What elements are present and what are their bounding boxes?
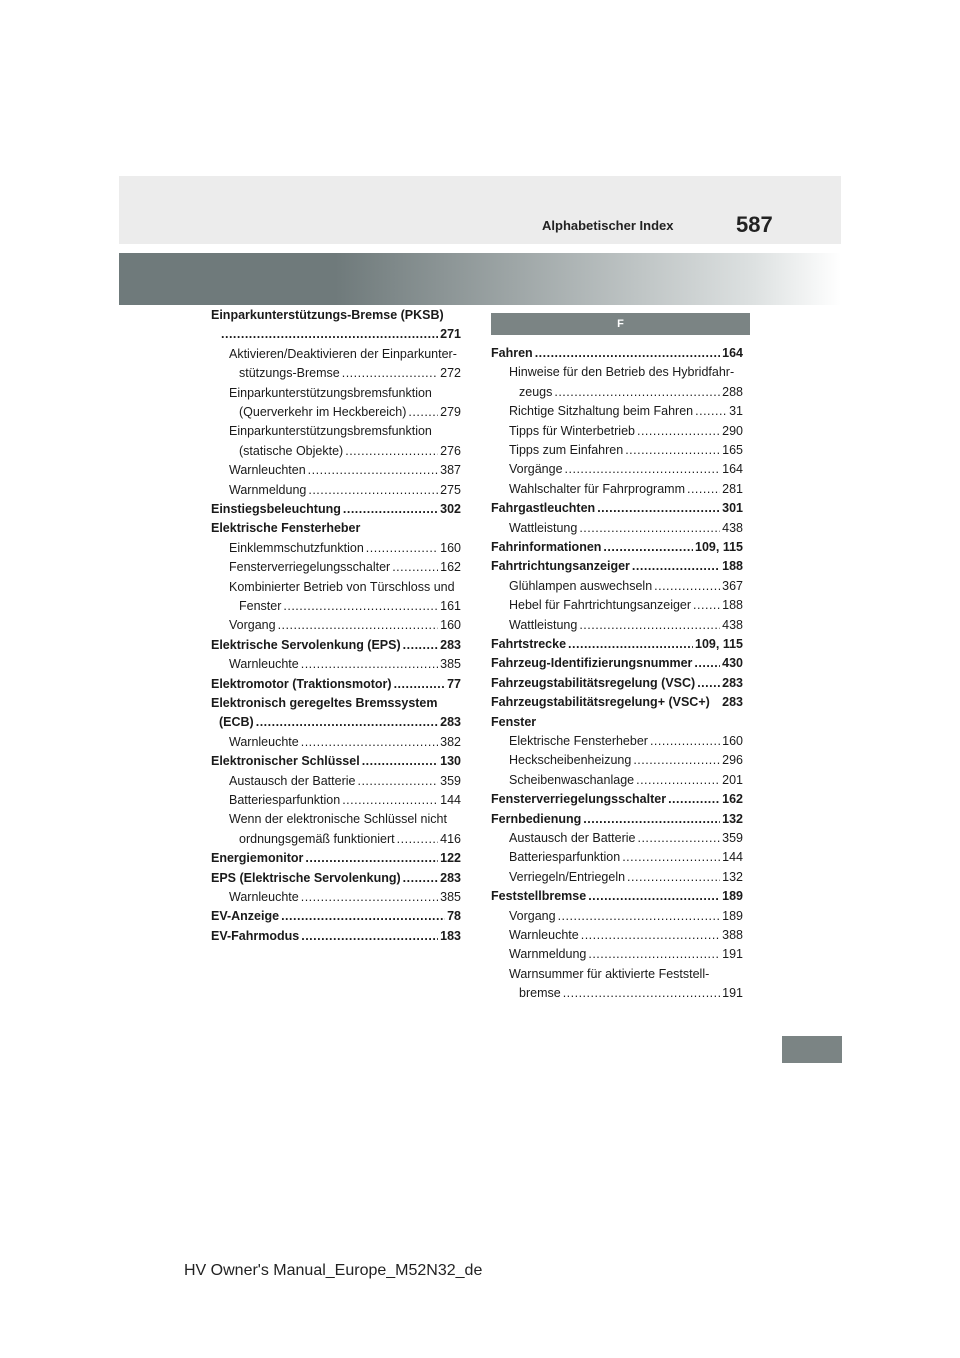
section-letter-header: F xyxy=(491,313,750,335)
index-entry-text: Fahrtstrecke xyxy=(491,637,567,651)
dot-leader xyxy=(687,480,720,499)
index-entry-text: Elektronisch geregeltes Bremssystem xyxy=(211,696,438,710)
index-entry-page: 188 xyxy=(722,559,743,574)
index-entry xyxy=(491,402,743,421)
index-entry xyxy=(211,364,461,383)
index-entry-text: Fahrinformationen xyxy=(491,540,602,554)
dot-leader xyxy=(342,791,438,810)
index-entry-text: Einklemmschutzfunktion xyxy=(229,540,364,555)
index-entry xyxy=(211,578,461,597)
index-entry-text: Vorgang xyxy=(509,908,556,923)
index-entry xyxy=(211,927,461,946)
index-entry-text: ordnungsgemäß funktioniert xyxy=(239,831,395,846)
index-entry-page: 188 xyxy=(722,598,743,613)
index-entry-text: Einparkunterstützungs-Bremse (PKSB) xyxy=(211,308,444,322)
index-entry-text: Feststellbremse xyxy=(491,889,587,904)
dot-leader xyxy=(403,636,438,655)
index-entry-page: 165 xyxy=(722,443,743,457)
index-entry xyxy=(211,597,461,616)
index-entry-text: Warnleuchte xyxy=(229,657,299,672)
index-entry-text: Fahrzeug-Identifizierungsnummer xyxy=(491,656,693,671)
index-entry xyxy=(211,810,461,829)
index-entry xyxy=(491,810,743,829)
index-entry-page: 132 xyxy=(722,811,743,826)
index-entry-text: Scheibenwaschanlage xyxy=(509,772,635,787)
index-entry xyxy=(211,422,461,441)
dot-leader xyxy=(558,907,721,926)
index-entry xyxy=(211,500,461,519)
index-entry xyxy=(211,791,461,810)
dot-leader xyxy=(362,752,438,771)
dot-leader xyxy=(342,364,438,383)
index-entry-text: EV-Anzeige xyxy=(211,909,280,924)
index-entry-text: Aktivieren/Deaktivieren der Einparkunter- xyxy=(229,346,457,361)
index-entry-page: 77 xyxy=(447,676,461,691)
index-entry xyxy=(211,907,461,926)
dot-leader xyxy=(694,654,720,673)
index-entry-text: Wenn der elektronische Schlüssel nicht xyxy=(229,812,447,827)
dot-leader xyxy=(305,849,438,868)
dot-leader xyxy=(408,403,438,422)
index-entry-text: Glühlampen auswechseln xyxy=(509,578,653,593)
index-entry-page: 160 xyxy=(722,734,743,748)
index-entry-text: Hinweise für den Betrieb des Hybridfahr- xyxy=(509,365,735,380)
index-entry xyxy=(491,538,743,557)
index-entry-text: Kombinierter Betrieb von Türschloss und xyxy=(229,579,455,594)
index-entry-page: 162 xyxy=(440,560,461,575)
index-entry xyxy=(211,694,461,713)
index-entry-page: 191 xyxy=(722,986,743,1001)
dot-leader xyxy=(625,441,720,460)
index-entry-text: Fahrgastleuchten xyxy=(491,501,596,516)
index-entry xyxy=(491,965,743,984)
dot-leader xyxy=(403,869,438,888)
index-entry-page: 183 xyxy=(440,928,461,943)
index-entry-page: 283 xyxy=(440,715,461,730)
dot-leader xyxy=(637,422,720,441)
index-entry-text: Hebel für Fahrtrichtungsanzeiger xyxy=(509,598,692,613)
index-entry xyxy=(211,636,461,655)
dot-leader xyxy=(563,984,720,1003)
index-entry-text: Fenster xyxy=(239,599,282,613)
index-entry-page: 283 xyxy=(440,870,461,885)
index-entry-text: Richtige Sitzhaltung beim Fahren xyxy=(509,404,694,419)
index-entry-page: 281 xyxy=(722,481,743,496)
index-entry-page: 283 xyxy=(722,695,743,710)
index-entry-page: 109, 115 xyxy=(695,637,743,651)
index-entry-text: Warnleuchte xyxy=(229,734,299,749)
index-entry-page: 191 xyxy=(722,947,743,962)
index-entry xyxy=(211,752,461,771)
index-entry xyxy=(211,733,461,752)
index-entry-text: (statische Objekte) xyxy=(239,443,344,458)
index-entry-text: (ECB) xyxy=(219,715,254,730)
dot-leader xyxy=(588,887,720,906)
index-entry-page: 275 xyxy=(440,482,461,497)
index-entry-text: Warnmeldung xyxy=(509,947,587,962)
index-entry-text: Elektrische Servolenkung (EPS) xyxy=(211,637,401,652)
dot-leader xyxy=(221,325,438,344)
index-entry xyxy=(491,887,743,906)
index-entry-text: Austausch der Batterie xyxy=(509,831,636,845)
decorative-gradient-bar xyxy=(119,253,841,305)
index-entry xyxy=(491,868,743,887)
dot-leader xyxy=(278,616,439,635)
index-entry-page: 160 xyxy=(440,618,461,633)
dot-leader xyxy=(535,344,720,363)
index-entry-page: 160 xyxy=(440,540,461,555)
dot-leader xyxy=(579,616,720,635)
index-entry xyxy=(211,888,461,907)
index-entry-text: Elektrische Fensterheber xyxy=(509,734,648,748)
dot-leader xyxy=(693,596,720,615)
index-entry xyxy=(211,384,461,403)
index-entry-text: Elektrische Fensterheber xyxy=(211,521,361,536)
side-tab xyxy=(782,1036,842,1063)
index-entry-text: Batteriesparfunktion xyxy=(509,850,621,865)
index-entry-text: Warnleuchte xyxy=(229,890,299,904)
index-entry-text: Vorgänge xyxy=(509,462,563,477)
index-entry-page: 276 xyxy=(440,443,461,458)
index-entry xyxy=(491,771,743,790)
index-entry-page: 189 xyxy=(722,889,743,904)
index-entry-page: 288 xyxy=(722,384,743,399)
index-entry xyxy=(211,325,461,344)
index-entry-page: 385 xyxy=(440,657,461,672)
index-entry-text: bremse xyxy=(519,986,561,1001)
index-entry-text: Elektromotor (Traktionsmotor) xyxy=(211,676,392,691)
index-entry-text: Tipps für Winterbetrieb xyxy=(509,423,635,438)
index-entry-text: Einparkunterstützungsbremsfunktion xyxy=(229,424,432,439)
index-entry xyxy=(211,403,461,422)
index-entry xyxy=(211,481,461,500)
index-entry xyxy=(491,751,743,770)
index-entry-text: Fensterverriegelungsschalter xyxy=(229,560,391,575)
dot-leader xyxy=(632,557,720,576)
index-entry xyxy=(211,461,461,480)
header-band xyxy=(119,176,841,244)
index-entry-page: 387 xyxy=(440,463,461,478)
dot-leader xyxy=(392,558,438,577)
index-entry-page: 301 xyxy=(722,501,743,516)
index-entry-page: 430 xyxy=(722,656,743,671)
dot-leader xyxy=(637,829,720,848)
index-entry-text: EV-Fahrmodus xyxy=(211,928,300,943)
dot-leader xyxy=(650,732,720,751)
dot-leader xyxy=(301,888,438,907)
index-entry xyxy=(211,558,461,577)
dot-leader xyxy=(597,499,720,518)
index-entry-text: Einparkunterstützungsbremsfunktion xyxy=(229,385,432,400)
index-entry xyxy=(491,519,743,538)
index-entry-text: Batteriesparfunktion xyxy=(229,793,341,807)
index-entry-page: 162 xyxy=(722,792,743,807)
index-entry xyxy=(491,635,743,654)
index-entry-page: 144 xyxy=(722,850,743,865)
index-entry xyxy=(211,539,461,558)
dot-leader xyxy=(583,810,720,829)
index-entry xyxy=(491,596,743,615)
index-entry-text: Vorgang xyxy=(229,618,276,633)
index-entry-page: 279 xyxy=(440,405,461,419)
index-entry xyxy=(211,616,461,635)
index-entry-page: 438 xyxy=(722,520,743,535)
index-entry xyxy=(491,363,743,382)
dot-leader xyxy=(565,460,721,479)
dot-leader xyxy=(588,945,720,964)
dot-leader xyxy=(394,675,446,694)
dot-leader xyxy=(345,442,438,461)
index-entry-text: Wattleistung xyxy=(509,617,578,632)
index-entry-page: 385 xyxy=(440,890,461,904)
dot-leader xyxy=(627,868,720,887)
index-entry-page: 283 xyxy=(440,637,461,652)
page-number: 587 xyxy=(736,212,773,237)
dot-leader xyxy=(301,733,438,752)
index-entry-text: Heckscheibenheizung xyxy=(509,753,632,768)
index-entry-text: Energiemonitor xyxy=(211,851,304,866)
index-entry xyxy=(211,675,461,694)
index-entry xyxy=(211,713,461,732)
index-entry xyxy=(491,441,743,460)
index-entry xyxy=(491,713,743,732)
index-entry-text: Warnleuchten xyxy=(229,463,306,478)
dot-leader xyxy=(357,772,438,791)
index-entry-page: 272 xyxy=(440,366,461,381)
dot-leader xyxy=(281,907,445,926)
dot-leader xyxy=(697,674,720,693)
index-entry-text: Fahrzeugstabilitätsregelung (VSC) xyxy=(491,675,696,690)
index-entry-page: 283 xyxy=(722,675,743,690)
index-entry-page: 290 xyxy=(722,423,743,438)
index-entry-page: 164 xyxy=(722,346,743,360)
index-entry-page: 161 xyxy=(440,599,461,613)
index-entry-text: Wattleistung xyxy=(509,520,578,535)
index-entry-page: 438 xyxy=(722,617,743,632)
dot-leader xyxy=(668,790,720,809)
index-entry-page: 130 xyxy=(440,754,461,769)
index-entry-text: Austausch der Batterie xyxy=(229,773,356,788)
index-entry xyxy=(491,654,743,673)
dot-leader xyxy=(366,539,438,558)
index-entry xyxy=(211,655,461,674)
index-entry-text: Tipps zum Einfahren xyxy=(509,443,624,457)
index-entry xyxy=(491,945,743,964)
index-entry xyxy=(211,519,461,538)
index-entry-page: 359 xyxy=(722,831,743,845)
dot-leader xyxy=(579,519,720,538)
index-entry xyxy=(211,345,461,364)
index-entry-text: Fenster xyxy=(491,714,537,729)
index-entry-text: Wahlschalter für Fahrprogramm xyxy=(509,481,685,496)
index-entry xyxy=(491,984,743,1003)
index-entry-text: Elektronischer Schlüssel xyxy=(211,754,360,769)
dot-leader xyxy=(633,751,720,770)
index-entry xyxy=(491,616,743,635)
dot-leader xyxy=(343,500,438,519)
index-entry-page: 132 xyxy=(722,869,743,884)
index-entry-text: zeugs xyxy=(519,384,553,399)
index-entry xyxy=(211,830,461,849)
index-entry xyxy=(211,442,461,461)
index-entry xyxy=(491,422,743,441)
index-entry xyxy=(491,480,743,499)
index-entry-text: stützungs-Bremse xyxy=(239,366,340,381)
index-entry-page: 144 xyxy=(440,793,461,807)
index-entry xyxy=(491,829,743,848)
index-entry-page: 122 xyxy=(440,851,461,866)
index-entry-text: Fahrzeugstabilitätsregelung+ (VSC+) xyxy=(491,695,710,710)
index-entry-page: 109, 115 xyxy=(695,540,743,554)
index-entry xyxy=(491,577,743,596)
index-entry-page: 271 xyxy=(440,327,461,342)
index-entry-text: (Querverkehr im Heckbereich) xyxy=(239,405,407,419)
dot-leader xyxy=(622,848,720,867)
dot-leader xyxy=(283,597,438,616)
index-entry-text: Warnmeldung xyxy=(229,482,307,497)
footer-text: HV Owner's Manual_Europe_M52N32_de xyxy=(184,1262,483,1279)
index-entry-page: 31 xyxy=(729,404,743,419)
dot-leader xyxy=(654,577,720,596)
index-entry-page: 78 xyxy=(447,909,461,924)
index-entry xyxy=(491,693,743,712)
index-entry xyxy=(491,383,743,402)
index-entry-page: 382 xyxy=(440,734,461,749)
index-entry-text: EPS (Elektrische Servolenkung) xyxy=(211,870,401,885)
index-entry xyxy=(491,344,743,363)
index-entry-page: 302 xyxy=(440,502,461,516)
index-entry-page: 201 xyxy=(722,772,743,787)
index-entry-page: 164 xyxy=(722,462,743,477)
index-entry xyxy=(491,499,743,518)
dot-leader xyxy=(301,927,438,946)
dot-leader xyxy=(603,538,693,557)
index-entry xyxy=(211,772,461,791)
dot-leader xyxy=(301,655,438,674)
dot-leader xyxy=(581,926,720,945)
dot-leader xyxy=(256,713,438,732)
index-entry-page: 296 xyxy=(722,753,743,768)
index-entry-text: Warnleuchte xyxy=(509,928,579,942)
index-entry xyxy=(491,907,743,926)
header-title: Alphabetischer Index xyxy=(542,218,674,233)
index-entry xyxy=(491,926,743,945)
dot-leader xyxy=(308,481,438,500)
index-entry-page: 416 xyxy=(440,831,461,846)
index-entry xyxy=(211,306,461,325)
index-entry xyxy=(491,732,743,751)
dot-leader xyxy=(695,402,727,421)
index-entry xyxy=(211,869,461,888)
index-entry-text: Fahren xyxy=(491,346,533,360)
index-entry-page: 189 xyxy=(722,908,743,923)
index-entry-page: 388 xyxy=(722,928,743,942)
index-entry xyxy=(491,557,743,576)
index-entry xyxy=(491,674,743,693)
index-entry xyxy=(211,849,461,868)
dot-leader xyxy=(554,383,720,402)
index-entry-text: Warnsummer für aktivierte Feststell- xyxy=(509,966,710,981)
index-entry xyxy=(491,460,743,479)
index-entry-page: 359 xyxy=(440,773,461,788)
index-entry-text: Einstiegsbeleuchtung xyxy=(211,502,341,516)
index-entry-page: 367 xyxy=(722,578,743,593)
index-entry-text: Verriegeln/Entriegeln xyxy=(509,869,626,884)
dot-leader xyxy=(568,635,693,654)
index-entry-text: Fahrtrichtungsanzeiger xyxy=(491,559,630,574)
index-entry xyxy=(491,848,743,867)
dot-leader xyxy=(308,461,438,480)
dot-leader xyxy=(397,830,438,849)
index-entry-text: Fernbedienung xyxy=(491,811,582,826)
dot-leader xyxy=(636,771,720,790)
index-entry-text: Fensterverriegelungsschalter xyxy=(491,792,667,807)
index-entry xyxy=(491,790,743,809)
